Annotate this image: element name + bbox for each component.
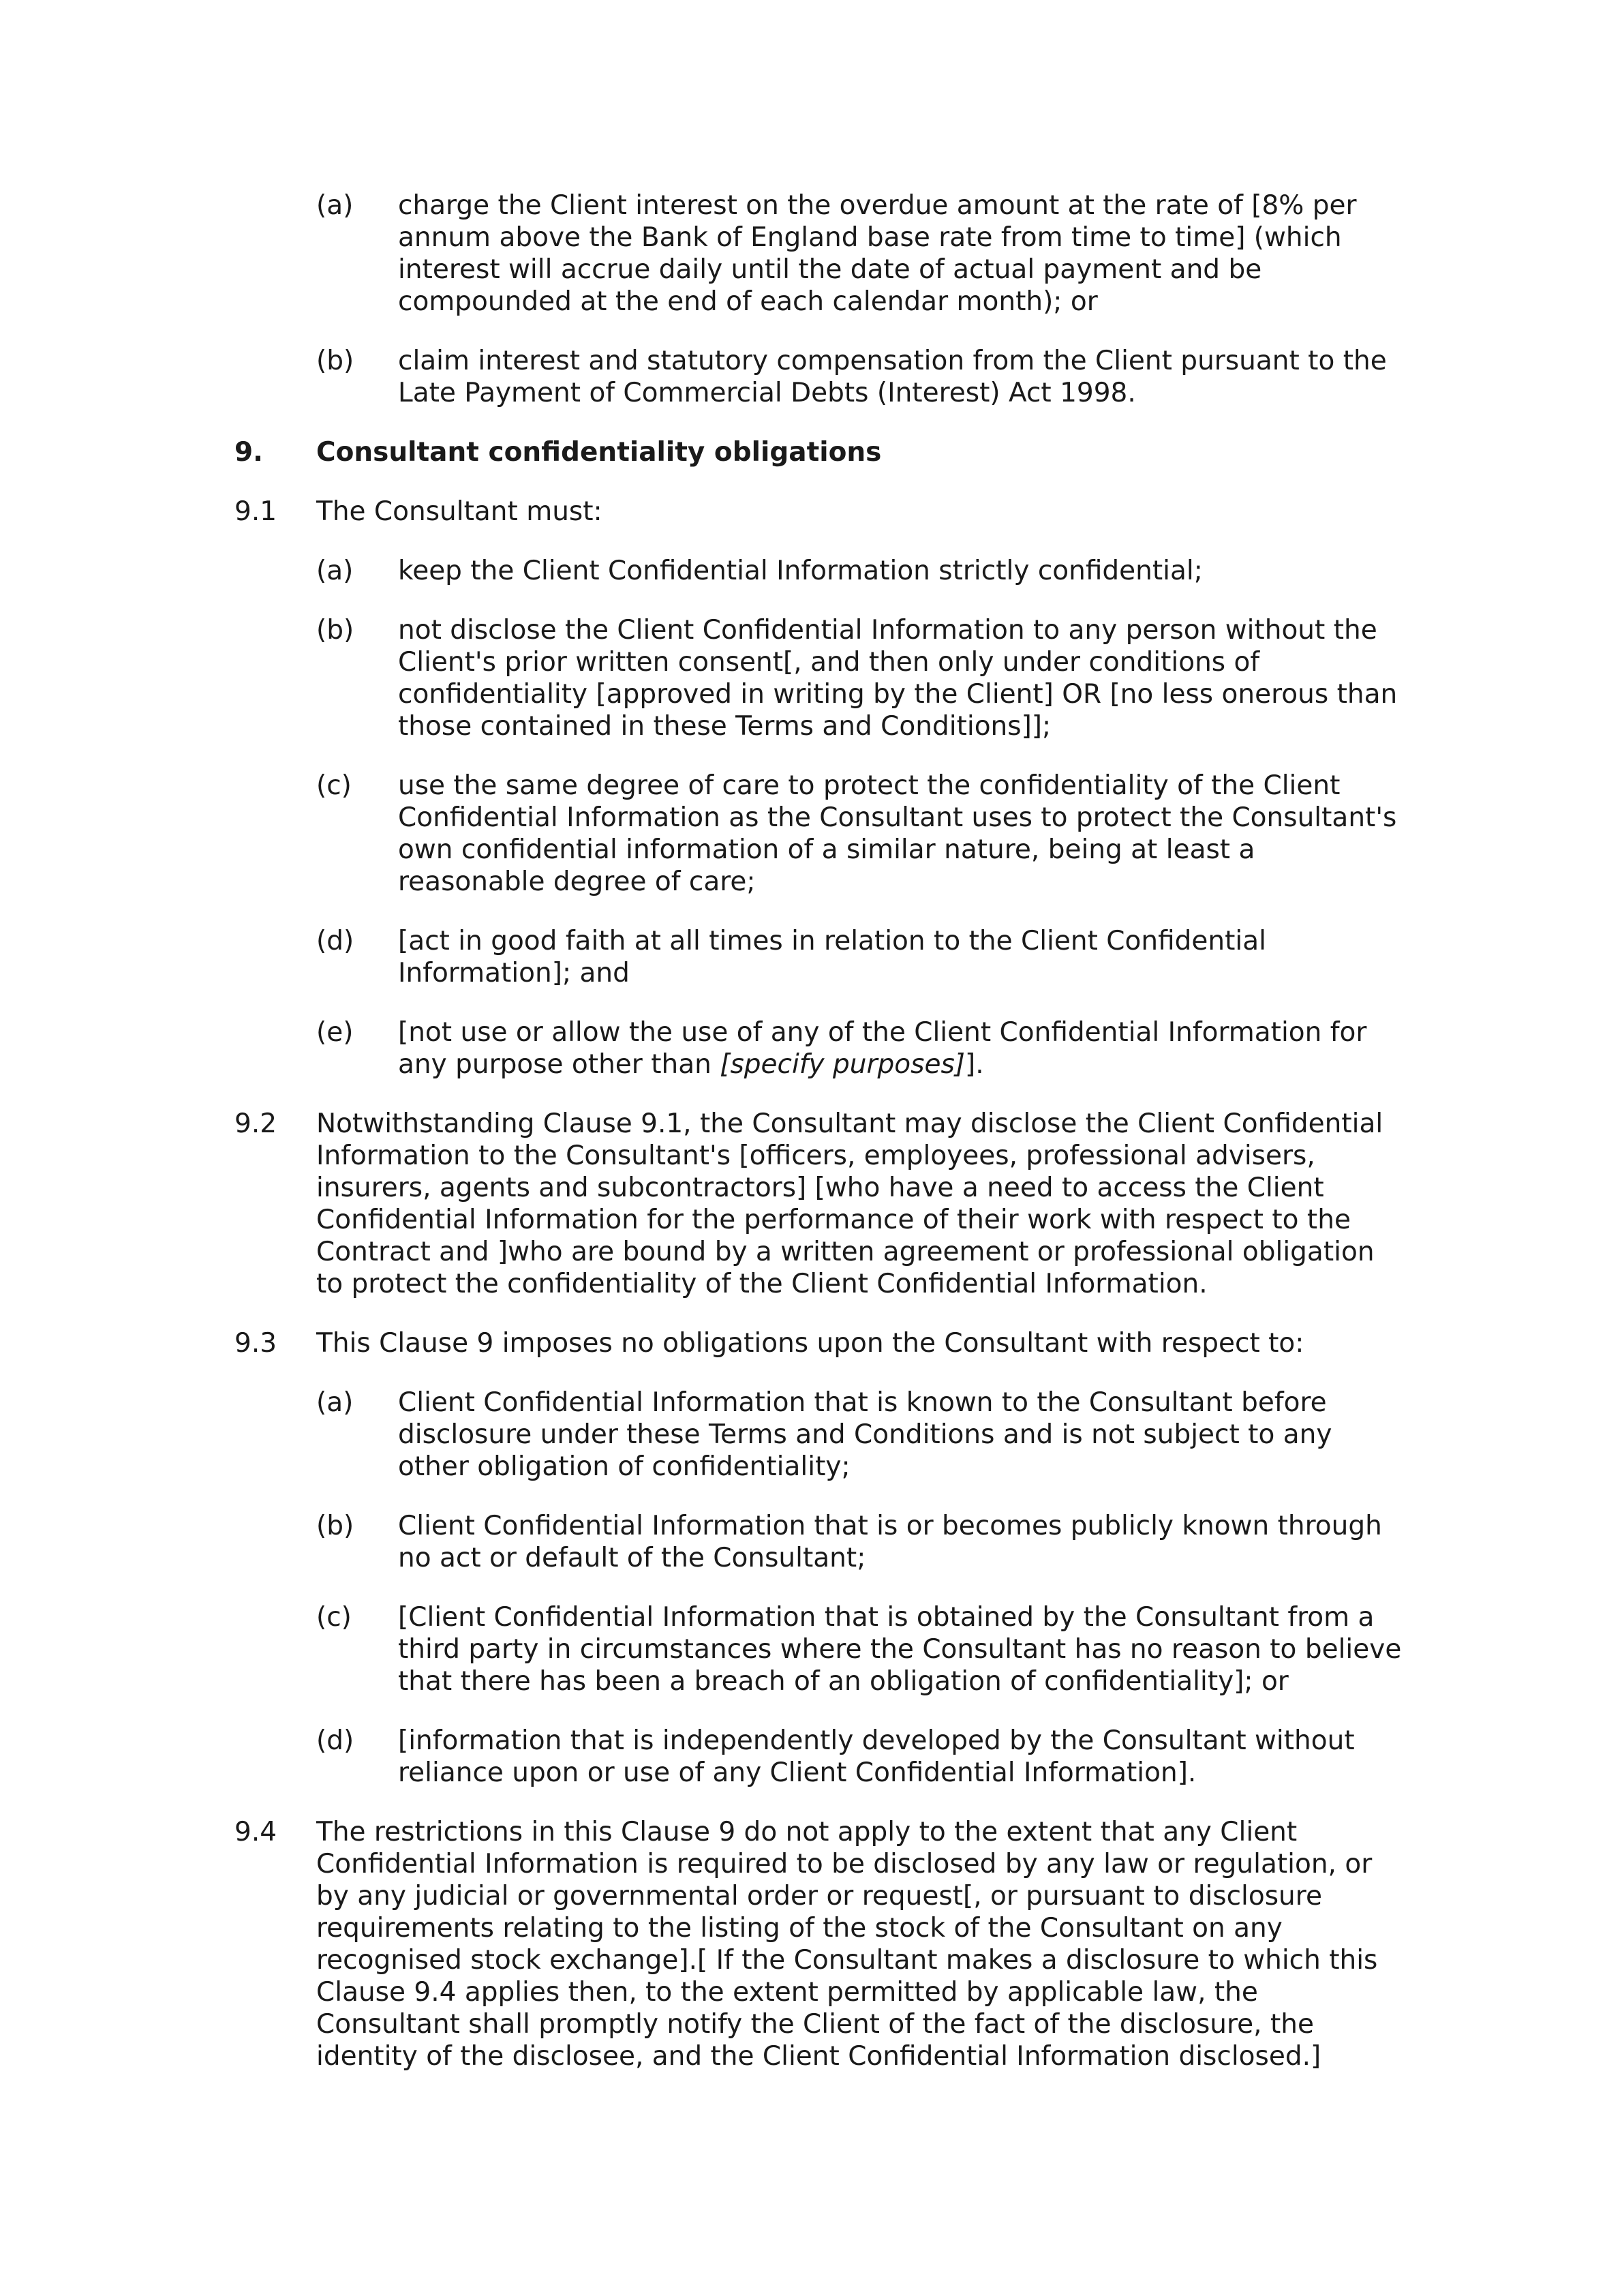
- item-text: not disclose the Client Confidential Information to any person without the Client's prior written consent[, and then only under conditions of confidentiality [approved in writing by the Client] OR [no less onerous than those contained in these Terms and Conditions]];: [398, 615, 1398, 742]
- item-label: (a): [316, 190, 354, 221]
- item-text: charge the Client interest on the overdue amount at the rate of [8% per annum above the Bank of England base rate from time to time] (which interest will accrue daily until the date of actual payment and be compounded at the end of each calendar month); or: [398, 190, 1357, 317]
- clause-text: Notwithstanding Clause 9.1, the Consultant may disclose the Client Confidential Information to the Consultant's [officers, employees, professional advisers, insurers, agents and subcontractors] [who have a need to access the Client Confidential Information for the performance of their work with respect to the Contract and ]who are bound by a written agreement or professional obligation to protect the confidentiality of the Client Confidential Information.: [316, 1108, 1383, 1299]
- section-heading: [234, 436, 1407, 468]
- item-text: [Client Confidential Information that is obtained by the Consultant from a third party in circumstances where the Consultant has no reason to believe that there has been a breach of an obligation of confidentiality]; or: [398, 1602, 1402, 1697]
- item-text: [information that is independently developed by the Consultant without reliance upon or use of any Client Confidential Information].: [398, 1725, 1355, 1788]
- clause-number: 9.1: [234, 496, 277, 527]
- clause-number: 9.3: [234, 1328, 277, 1359]
- item-text: Client Confidential Information that is or becomes publicly known through no act or default of the Consultant;: [398, 1511, 1382, 1573]
- item-label: (b): [316, 615, 354, 646]
- clause-9-3: [234, 1327, 1407, 1359]
- section-title: Consultant confidentiality obligations: [316, 437, 882, 468]
- placeholder-text: [specify purposes]: [720, 1049, 965, 1080]
- list-item: [234, 1725, 1407, 1789]
- item-label: (b): [316, 1511, 354, 1541]
- list-item: [234, 190, 1407, 318]
- item-text: use the same degree of care to protect the confidentiality of the Client Confidential Information as the Consultant uses to protect the Consultant's own confidential information of a similar nature, being at least a reasonable degree of care;: [398, 770, 1397, 897]
- item-label: (a): [316, 1387, 354, 1418]
- item-label: (a): [316, 556, 354, 586]
- list-item: [234, 614, 1407, 742]
- item-text: [act in good faith at all times in relation to the Client Confidential Information]; and: [398, 926, 1266, 988]
- clause-number: 9.2: [234, 1108, 277, 1139]
- section-number: 9.: [234, 437, 263, 468]
- clause-9-1: [234, 496, 1407, 528]
- item-text: claim interest and statutory compensation from the Client pursuant to the Late Payment of Commercial Debts (Interest) Act 1998.: [398, 346, 1387, 408]
- item-label: (b): [316, 346, 354, 376]
- clause-text: The Consultant must:: [316, 496, 602, 527]
- clause-number: 9.4: [234, 1817, 277, 1847]
- list-item: [234, 925, 1407, 989]
- item-label: (d): [316, 1725, 354, 1756]
- item-text-start: [not use or allow the use of any of the Client Confidential Information for any purpose other than: [398, 1017, 1367, 1080]
- list-item: [234, 770, 1407, 898]
- item-text: keep the Client Confidential Information strictly confidential;: [398, 556, 1203, 586]
- list-item: [234, 555, 1407, 587]
- item-label: (c): [316, 770, 352, 801]
- item-text-end: ].: [965, 1049, 984, 1080]
- clause-9-4: [234, 1816, 1407, 2072]
- item-label: (d): [316, 926, 354, 956]
- list-item: [234, 1387, 1407, 1483]
- list-item: [234, 1510, 1407, 1574]
- list-item: [234, 1016, 1407, 1081]
- document-body: [234, 190, 1407, 2100]
- clause-text: This Clause 9 imposes no obligations upon the Consultant with respect to:: [316, 1328, 1304, 1359]
- item-label: (c): [316, 1602, 352, 1633]
- clause-9-2: [234, 1108, 1407, 1300]
- item-text: Client Confidential Information that is known to the Consultant before disclosure under these Terms and Conditions and is not subject to any other obligation of confidentiality;: [398, 1387, 1332, 1482]
- list-item: [234, 345, 1407, 409]
- list-item: [234, 1601, 1407, 1697]
- item-text: [398, 1016, 1407, 1081]
- item-label: (e): [316, 1017, 354, 1048]
- clause-text: The restrictions in this Clause 9 do not apply to the extent that any Client Confidential Information is required to be disclosed by any law or regulation, or by any judicial or governmental order or request[, or pursuant to disclosure requirements relating to the listing of the stock of the Consultant on any recognised stock exchange].[ If the Consultant makes a disclosure to which this Clause 9.4 applies then, to the extent permitted by applicable law, the Consultant shall promptly notify the Client of the fact of the disclosure, the identity of the disclosee, and the Client Confidential Information disclosed.]: [316, 1817, 1378, 2072]
